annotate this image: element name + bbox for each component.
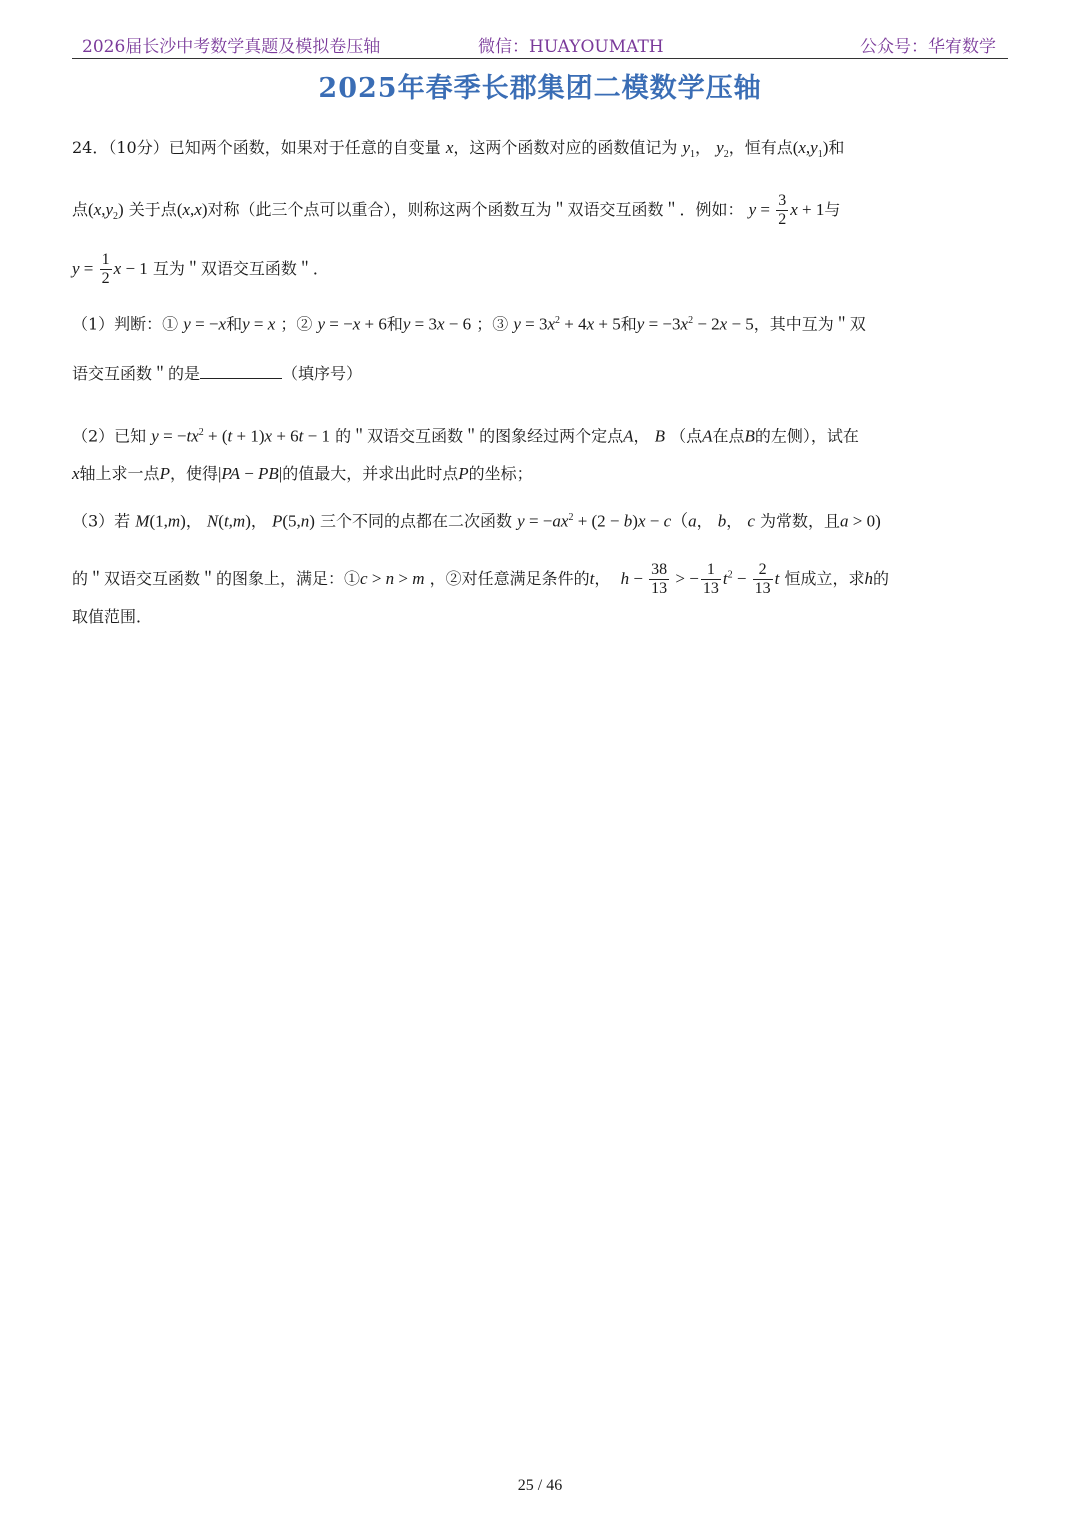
fraction: $\frac{1}{13}$ [702, 561, 719, 597]
header-public-account: 公众号：华宥数学 [860, 37, 996, 57]
answer-blank[interactable] [200, 364, 282, 379]
problem-line-3: y = $\frac{1}{2}$ x − 1 互为＂双语交互函数＂． [72, 251, 329, 287]
question-2-line-1: （2）已知 $y = -tx^2 + (t + 1)x + 6t - 1$ 的＂双语交互函数＂的图象经过两个定点A， B （点A在点B的左侧），试在 [72, 426, 859, 446]
page-number: 25 / 46 [517, 1477, 563, 1494]
fraction: $\frac{38}{13}$ [651, 561, 668, 597]
fraction: $\frac{3}{2}$ [778, 192, 787, 228]
question-3-line-1: （3）若 M(1,m)， N(t,m)， P(5,n) 三个不同的点都在二次函数 $y = -ax^2 + (2 - b)x - c(a$， b， c 为常数，且a > 0) [72, 511, 881, 531]
question-1-line-2: 语交互函数＂的是 （填序号） [72, 364, 363, 383]
fraction: $\frac{1}{2}$ [101, 251, 110, 287]
question-1-line-1: （1）判断：① y = −x和y = x ；② y = −x + 6和y = 3x − 6 ；③ $y = 3x^2 + 4x + 5$和$y = -3x^2 - 2x - 5$，其中互为＂双 [72, 314, 866, 334]
fraction: $\frac{2}{13}$ [754, 561, 771, 597]
problem-line-1: 24．（10分）已知两个函数，如果对于任意的自变量 x，这两个函数对应的函数值记为 $y_1$， $y_2$，恒有点$(x,y_1)$和 [72, 138, 845, 161]
problem-line-2: 点$(x,y_2)$ 关于点(x,x)对称（此三个点可以重合），则称这两个函数互为＂双语交互函数＂．例如： y = $\frac{3}{2}$ x + 1与 [72, 192, 841, 228]
header-wechat: 微信：HUAYOUMATH [478, 37, 664, 57]
page-title: 2025年春季长郡集团二模数学压轴 [318, 73, 762, 104]
header-series-title: 2026届长沙中考数学真题及模拟卷压轴 [82, 37, 381, 57]
question-3-line-2: 的＂双语交互函数＂的图象上，满足：①c > n > m ，②对任意满足条件的t， h − $\frac{38}{13}$ > − $\frac{1}{13}$ $t^2$ − $\frac{2}{13}$ t 恒成立，求h的 [72, 561, 890, 597]
page-header [72, 32, 1008, 59]
question-3-line-3: 取值范围． [72, 607, 153, 626]
question-2-line-2: x轴上求一点P，使得|PA − PB|的值最大，并求出此时点P的坐标； [72, 464, 533, 483]
